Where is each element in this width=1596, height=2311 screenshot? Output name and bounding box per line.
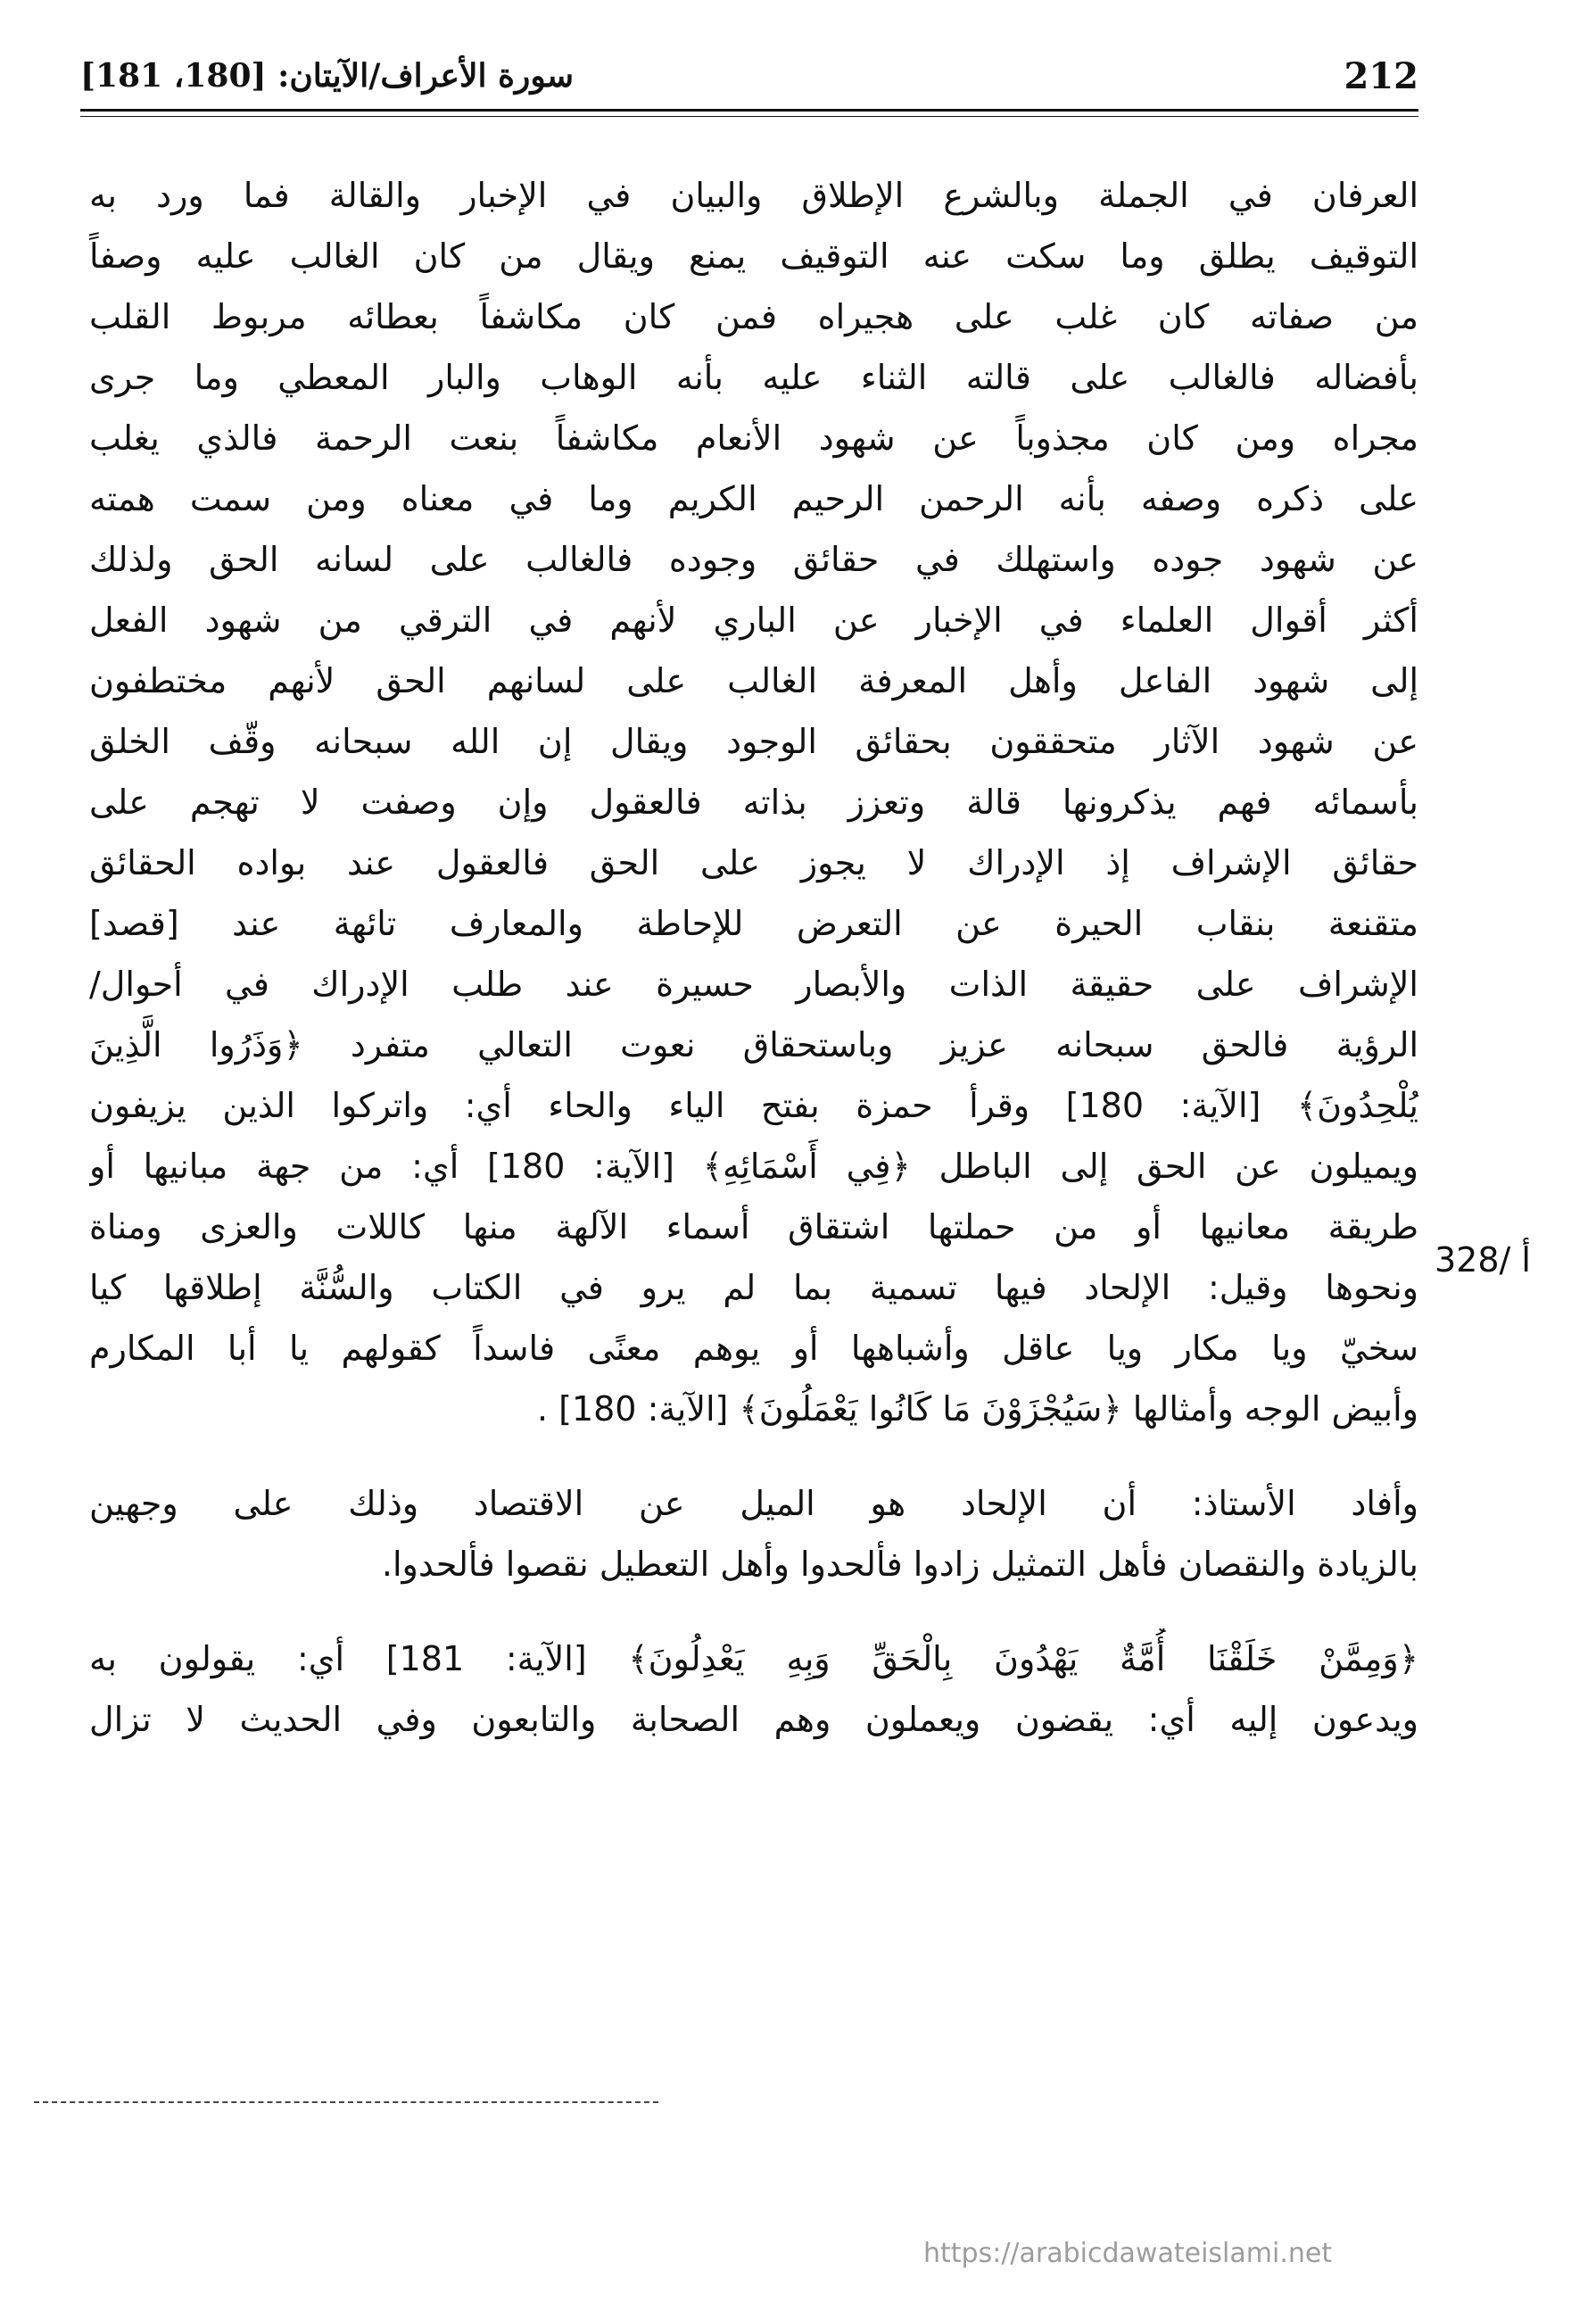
text-line: عن شهود جوده واستهلك في حقائق وجوده فالغالب على لسانه الحق ولذلك	[89, 540, 1418, 579]
paragraph-gap	[89, 1439, 1418, 1473]
paragraph	[89, 1628, 1418, 1750]
text-line: يُلْحِدُونَ﴾ [الآية: 180] وقرأ حمزة بفتح الياء والحاء أي: واتركوا الذين يزيفون	[89, 1086, 1418, 1125]
running-title: سورة الأعراف/الآيتان: [180، 181]	[80, 57, 575, 95]
text-line: حقائق الإشراف إذ الإدراك لا يجوز على الحق فالعقول عند بواده الحقائق	[89, 843, 1418, 882]
watermark-url: https://arabicdawateislami.net	[923, 2238, 1333, 2269]
page-header	[80, 55, 1418, 109]
text-line: ﴿وَمِمَّنْ خَلَقْنَا أُمَّةٌ يَهْدُونَ بِالْحَقِّ وَبِهِ يَعْدِلُونَ﴾ [الآية: 181] أي: يقولون به	[89, 1639, 1418, 1678]
text-line: وأفاد الأستاذ: أن الإلحاد هو الميل عن الاقتصاد وذلك على وجهين	[89, 1484, 1418, 1523]
text-line: التوقيف يطلق وما سكت عنه التوقيف يمنع ويقال من كان الغالب عليه وصفاً	[89, 236, 1418, 276]
text-line: إلى شهود الفاعل وأهل المعرفة الغالب على لسانهم الحق لأنهم مختطفون	[89, 661, 1418, 700]
body-text	[89, 165, 1418, 1750]
text-line: أكثر أقوال العلماء في الإخبار عن الباري لأنهم في الترقي من شهود الفعل	[89, 601, 1418, 640]
text-line: سخيّ ويا مكار ويا عاقل وأشباهها أو يوهم معنًى فاسداً كقولهم يا أبا المكارم	[89, 1329, 1418, 1368]
text-line: بأفضاله فالغالب على قالته الثناء عليه بأنه الوهاب والبار المعطي وما جرى	[89, 358, 1418, 397]
text-line: العرفان في الجملة وبالشرع الإطلاق والبيان في الإخبار والقالة فما ورد به	[89, 176, 1418, 215]
text-line: بالزيادة والنقصان فأهل التمثيل زادوا فألحدوا وأهل التعطيل نقصوا فألحدوا.	[381, 1545, 1418, 1584]
header-rule	[80, 109, 1418, 117]
text-line: ويميلون عن الحق إلى الباطل ﴿فِي أَسْمَائِهِ﴾ [الآية: 180] أي: من جهة مبانيها أو	[89, 1147, 1418, 1186]
text-line: عن شهود الآثار متحققون بحقائق الوجود ويقال إن الله سبحانه وقّف الخلق	[89, 722, 1418, 761]
text-line: متقنعة بنقاب الحيرة عن التعرض للإحاطة والمعارف تائهة عند [قصد]	[89, 904, 1418, 943]
manuscript-folio-note: 328/ أ	[1435, 1240, 1531, 1280]
paragraph	[89, 165, 1418, 1439]
dashed-rule	[34, 2101, 658, 2103]
text-line: ونحوها وقيل: الإلحاد فيها تسمية بما لم يرو في الكتاب والسُّنَّة إطلاقها كيا	[89, 1268, 1418, 1307]
text-line: وأبيض الوجه وأمثالها ﴿سَيُجْزَوْنَ مَا كَانُوا يَعْمَلُونَ﴾ [الآية: 180] .	[536, 1389, 1418, 1429]
text-line: الرؤية فالحق سبحانه عزيز وباستحقاق نعوت التعالي متفرد ﴿وَذَرُوا الَّذِينَ	[89, 1025, 1418, 1064]
paragraph	[89, 1473, 1418, 1595]
page-number: 212	[1344, 55, 1418, 97]
paragraph-gap	[89, 1595, 1418, 1628]
text-line: ويدعون إليه أي: يقضون ويعملون وهم الصحابة والتابعون وفي الحديث لا تزال	[89, 1700, 1418, 1739]
text-line: مجراه ومن كان مجذوباً عن شهود الأنعام مكاشفاً بنعت الرحمة فالذي يغلب	[89, 418, 1418, 458]
text-line: الإشراف على حقيقة الذات والأبصار حسيرة عند طلب الإدراك في أحوال/	[89, 965, 1418, 1004]
text-line: على ذكره وصفه بأنه الرحمن الرحيم الكريم وما في معناه ومن سمت همته	[89, 479, 1418, 518]
text-line: بأسمائه فهم يذكرونها قالة وتعزز بذاته فالعقول وإن وصفت لا تهجم على	[89, 783, 1418, 822]
text-line: من صفاته كان غلب على هجيراه فمن كان مكاشفاً بعطائه مربوط القلب	[89, 297, 1418, 336]
text-line: طريقة معانيها أو من حملتها اشتقاق أسماء الآلهة منها كاللات والعزى ومناة	[89, 1207, 1418, 1247]
